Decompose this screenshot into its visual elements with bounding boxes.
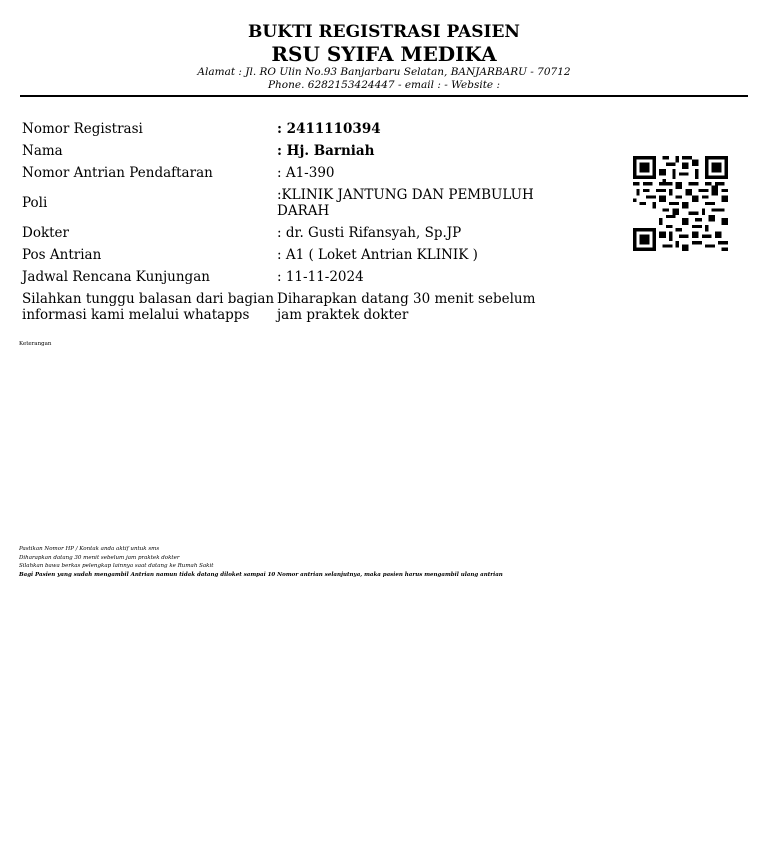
row-queue-number (22, 162, 542, 184)
clinic-label: Poli (22, 195, 48, 211)
hospital-contact: Phone. 6282153424447 - email : - Website : (267, 79, 501, 91)
arrival-instruction: Diharapkan datang 30 menit sebelum jam praktek dokter (277, 291, 536, 323)
row-doctor (22, 222, 542, 244)
visit-schedule-value: : 11-11-2024 (277, 269, 364, 285)
qr-code-icon (633, 156, 728, 251)
registration-info-table (22, 118, 542, 326)
row-visit-schedule (22, 266, 542, 288)
document-header (0, 22, 768, 92)
visit-schedule-label: Jadwal Rencana Kunjungan (22, 269, 210, 285)
doctor-value: : dr. Gusti Rifansyah, Sp.JP (277, 225, 462, 241)
doctor-label: Dokter (22, 225, 69, 241)
row-instructions (22, 288, 542, 326)
patient-name-value: : Hj. Barniah (277, 143, 375, 159)
patient-name-label: Nama (22, 143, 63, 159)
queue-post-value: : A1 ( Loket Antrian KLINIK ) (277, 247, 478, 263)
notes-caption: Keterangan (19, 341, 52, 347)
note-arrival-time: Diharapkan datang 30 menit sebelum jam praktek dokter (19, 554, 180, 561)
notes-section (19, 545, 759, 579)
queue-number-value: : A1-390 (277, 165, 335, 181)
queue-post-label: Pos Antrian (22, 247, 102, 263)
note-phone-active: Pastikan Nomor HP / Kontak anda aktif untuk sms (19, 546, 160, 552)
registration-number-value: : 2411110394 (277, 121, 381, 137)
note-queue-warning: Bagi Pasien yang sudah mengambil Antrian namun tidak datang diloket sampai 10 Nomor antrian selanjutnya, maka pasien harus mengambil ulang antrian (19, 571, 503, 578)
row-clinic (22, 184, 542, 222)
row-queue-post (22, 244, 542, 266)
hospital-name: RSU SYIFA MEDIKA (271, 42, 497, 66)
document-title: BUKTI REGISTRASI PASIEN (248, 22, 520, 42)
header-divider (20, 95, 748, 97)
whatsapp-instruction: Silahkan tunggu balasan dari bagian informasi kami melalui whatapps (22, 291, 275, 323)
clinic-value: :KLINIK JANTUNG DAN PEMBULUH DARAH (277, 187, 534, 219)
row-patient-name (22, 140, 542, 162)
row-registration-number (22, 118, 542, 140)
hospital-address: Alamat : Jl. RO Ulin No.93 Banjarbaru Selatan, BANJARBARU - 70712 (197, 66, 571, 78)
registration-number-label: Nomor Registrasi (22, 121, 143, 137)
note-bring-documents: Silahkan bawa berkas pelengkap lainnya saat datang ke Rumah Sakit (19, 563, 214, 569)
queue-number-label: Nomor Antrian Pendaftaran (22, 165, 213, 181)
